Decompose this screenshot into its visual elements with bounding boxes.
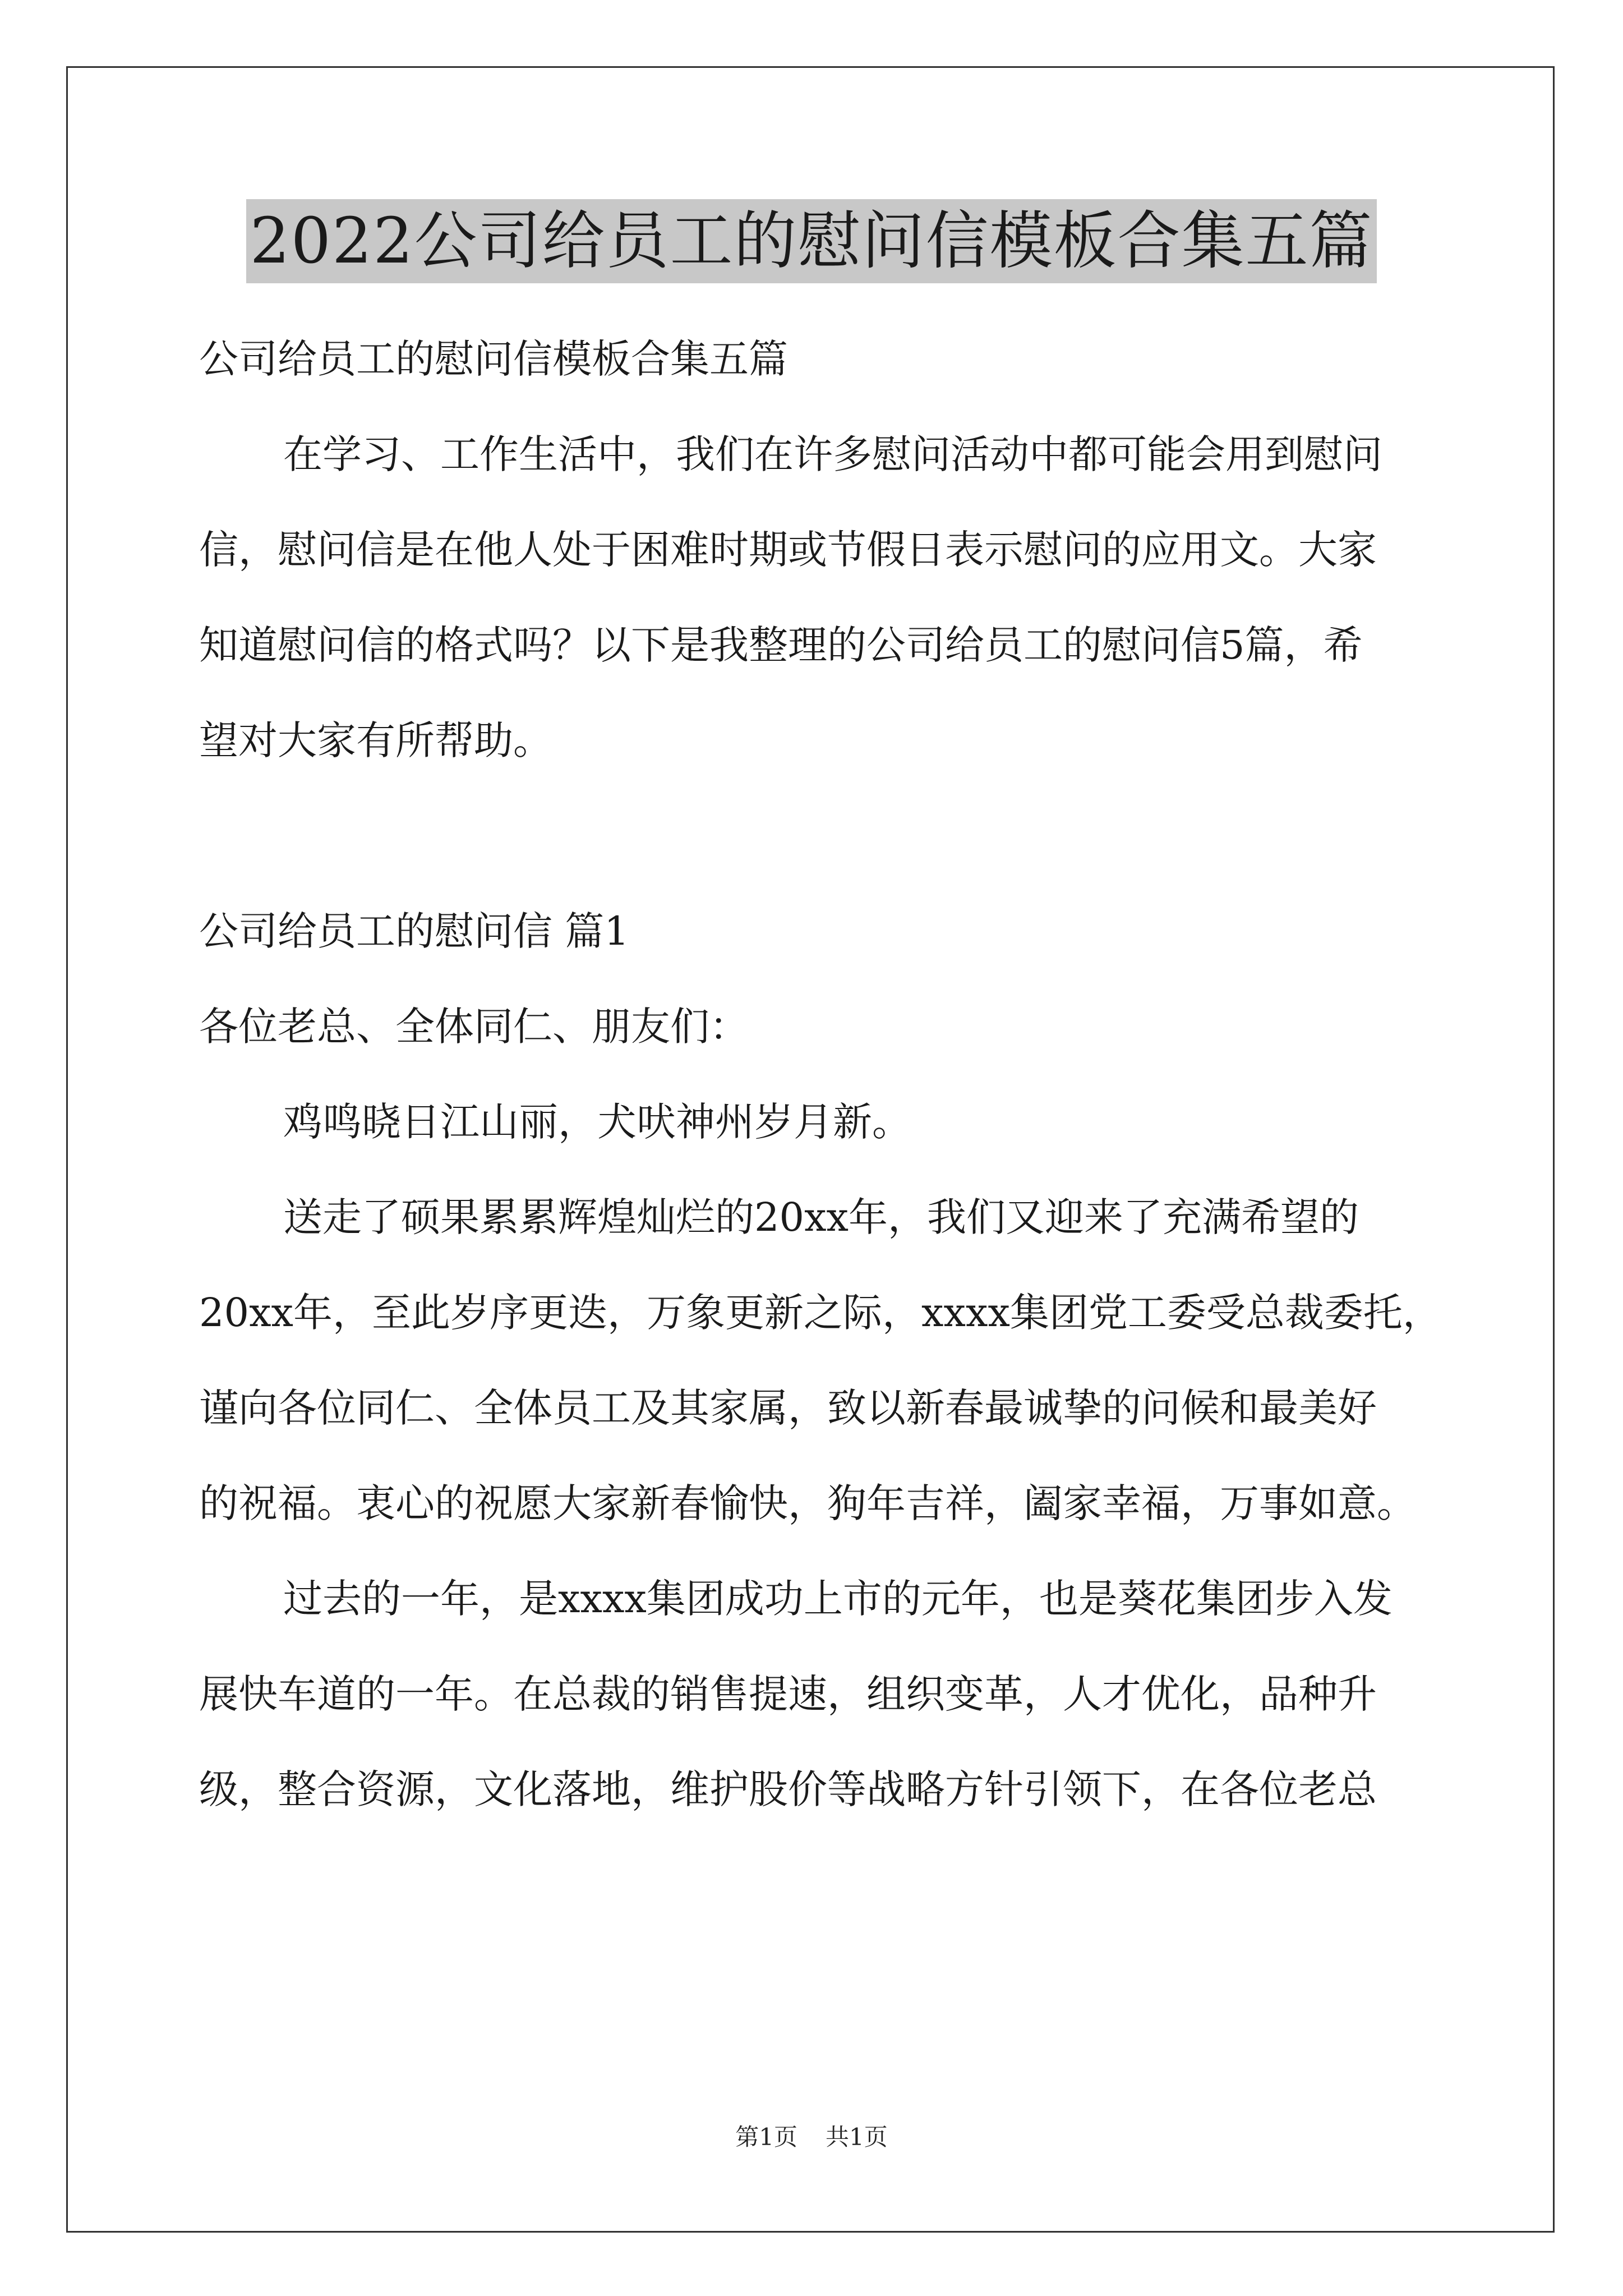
paragraph-line: 谨向各位同仁、全体员工及其家属，致以新春最诚挚的问候和最美好 (199, 1385, 1377, 1431)
title-container (0, 199, 1623, 283)
page-total: 共1页 (826, 2123, 888, 2151)
document-title: 2022公司给员工的慰问信模板合集五篇 (246, 199, 1376, 283)
paragraph-line: 级，整合资源，文化落地，维护股价等战略方针引领下，在各位老总 (199, 1766, 1377, 1812)
paragraph-line: 知道慰问信的格式吗？以下是我整理的公司给员工的慰问信5篇，希 (199, 622, 1363, 668)
paragraph-line: 鸡鸣晓日江山丽，犬吠神州岁月新。 (283, 1099, 911, 1145)
page-number: 第1页 (735, 2123, 797, 2151)
paragraph-line: 信，慰问信是在他人处于困难时期或节假日表示慰问的应用文。大家 (199, 527, 1377, 573)
subtitle-line: 公司给员工的慰问信模板合集五篇 (199, 336, 788, 382)
paragraph-gap (199, 788, 1427, 884)
paragraph-line: 望对大家有所帮助。 (199, 717, 552, 763)
paragraph-line: 20xx年，至此岁序更迭，万象更新之际，xxxx集团党工委受总裁委托， (199, 1290, 1442, 1336)
salutation-line: 各位老总、全体同仁、朋友们： (199, 1004, 749, 1050)
document-body (199, 311, 1442, 1837)
section-heading: 公司给员工的慰问信 篇1 (199, 908, 629, 954)
page-footer (0, 2120, 1623, 2154)
paragraph-line: 的祝福。衷心的祝愿大家新春愉快，狗年吉祥，阖家幸福，万事如意。 (199, 1480, 1416, 1526)
paragraph-line: 在学习、工作生活中，我们在许多慰问活动中都可能会用到慰问 (283, 431, 1382, 477)
paragraph-line: 送走了硕果累累辉煌灿烂的20xx年，我们又迎来了充满希望的 (283, 1194, 1359, 1240)
paragraph-line: 过去的一年，是xxxx集团成功上市的元年，也是葵花集团步入发 (283, 1576, 1393, 1622)
paragraph-line: 展快车道的一年。在总裁的销售提速，组织变革，人才优化，品种升 (199, 1671, 1377, 1717)
